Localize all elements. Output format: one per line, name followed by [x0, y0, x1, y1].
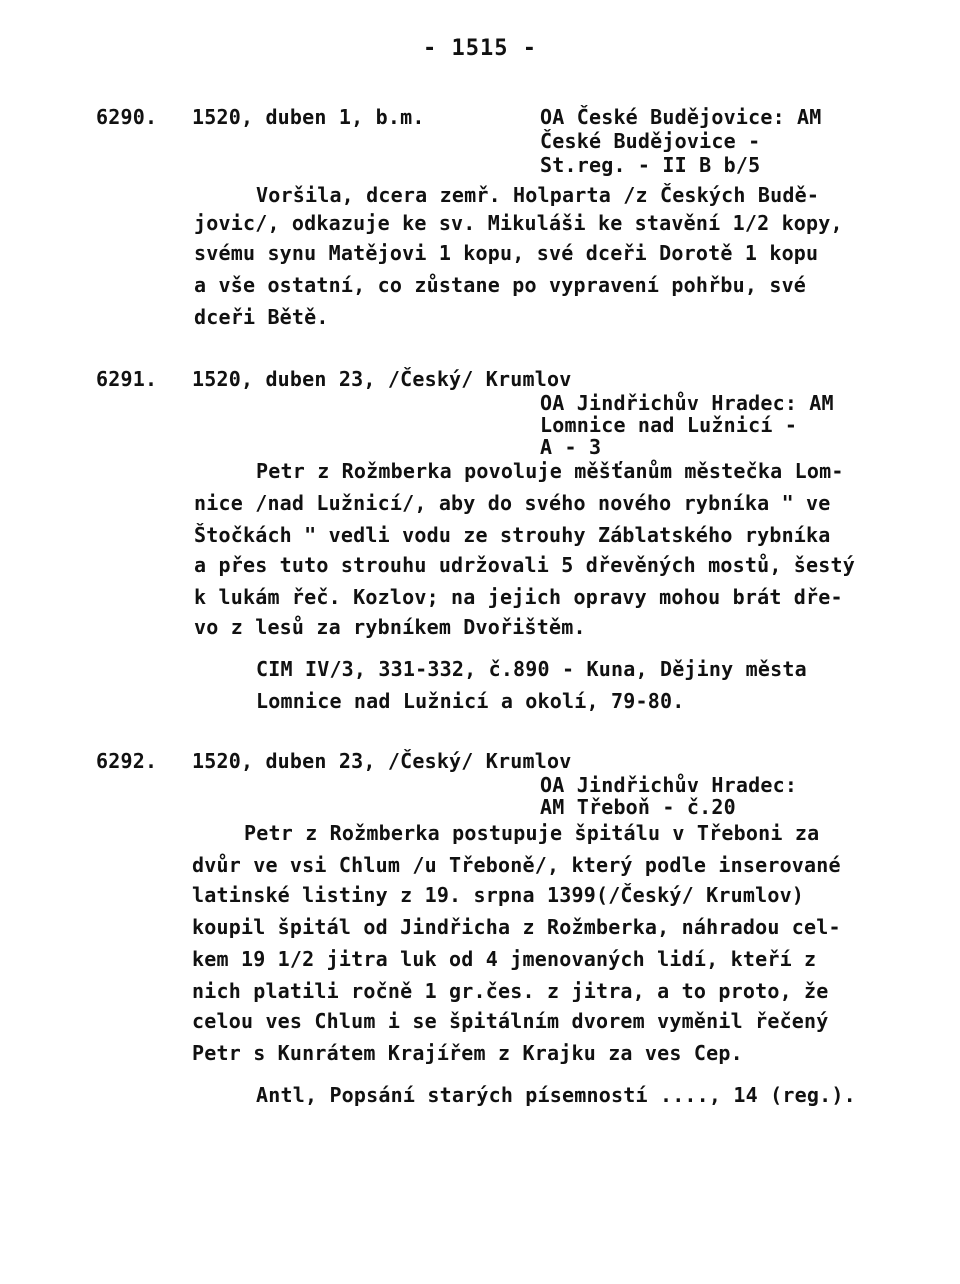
archive-line: AM Třeboň - č.20: [540, 795, 736, 819]
archive-line: Lomnice nad Lužnicí -: [540, 413, 798, 437]
entry-number: 6290.: [96, 105, 158, 129]
source-line: Antl, Popsání starých písemností ...., 14 (reg.).: [256, 1083, 856, 1107]
archive-line: OA Jindřichův Hradec: AM: [540, 391, 834, 415]
text-line: latinské listiny z 19. srpna 1399(/Český/ Krumlov): [192, 883, 805, 907]
text-line: svému synu Matějovi 1 kopu, své dceři Dorotě 1 kopu: [194, 241, 819, 265]
text-line: Petr s Kunrátem Krajířem z Krajku za ves Cep.: [192, 1041, 743, 1065]
archive-line: OA České Budějovice: AM: [540, 105, 822, 129]
text-line: nice /nad Lužnicí/, aby do svého nového rybníka " ve: [194, 491, 831, 515]
text-line: nich platili ročně 1 gr.čes. z jitra, a to proto, že: [192, 979, 829, 1003]
text-line: a vše ostatní, co zůstane po vypravení pohřbu, své: [194, 273, 807, 297]
entry-date: 1520, duben 1, b.m.: [192, 105, 425, 129]
text-line: Petr z Rožmberka postupuje špitálu v Třeboni za: [244, 821, 820, 845]
text-line: jovic/, odkazuje ke sv. Mikuláši ke stavění 1/2 kopy,: [194, 211, 843, 235]
archive-line: OA Jindřichův Hradec:: [540, 773, 798, 797]
archive-line: A - 3: [540, 435, 602, 459]
text-line: Petr z Rožmberka povoluje měšťanům městečka Lom-: [256, 459, 844, 483]
entry-date: 1520, duben 23, /Český/ Krumlov: [192, 367, 572, 391]
text-line: k lukám řeč. Kozlov; na jejich opravy mohou brát dře-: [194, 585, 843, 609]
page-number: - 1515 -: [423, 36, 537, 61]
entry-date: 1520, duben 23, /Český/ Krumlov: [192, 749, 572, 773]
entry-number: 6291.: [96, 367, 158, 391]
text-line: Štočkách " vedli vodu ze strouhy Záblatského rybníka: [194, 523, 831, 547]
archive-line: České Budějovice -: [540, 129, 761, 153]
text-line: celou ves Chlum i se špitálním dvorem vyměnil řečený: [192, 1009, 829, 1033]
text-line: kem 19 1/2 jitra luk od 4 jmenovaných lidí, kteří z: [192, 947, 817, 971]
text-line: vo z lesů za rybníkem Dvořištěm.: [194, 615, 586, 639]
text-line: Voršila, dcera zemř. Holparta /z Českých Budě-: [256, 183, 820, 207]
source-line: Lomnice nad Lužnicí a okolí, 79-80.: [256, 689, 685, 713]
text-line: dceři Bětě.: [194, 305, 329, 329]
text-line: koupil špitál od Jindřicha z Rožmberka, náhradou cel-: [192, 915, 841, 939]
text-line: dvůr ve vsi Chlum /u Třeboně/, který podle inserované: [192, 853, 841, 877]
archive-line: St.reg. - II B b/5: [540, 153, 761, 177]
source-line: CIM IV/3, 331-332, č.890 - Kuna, Dějiny města: [256, 657, 807, 681]
entry-number: 6292.: [96, 749, 158, 773]
text-line: a přes tuto strouhu udržovali 5 dřevěných mostů, šestý: [194, 553, 856, 577]
